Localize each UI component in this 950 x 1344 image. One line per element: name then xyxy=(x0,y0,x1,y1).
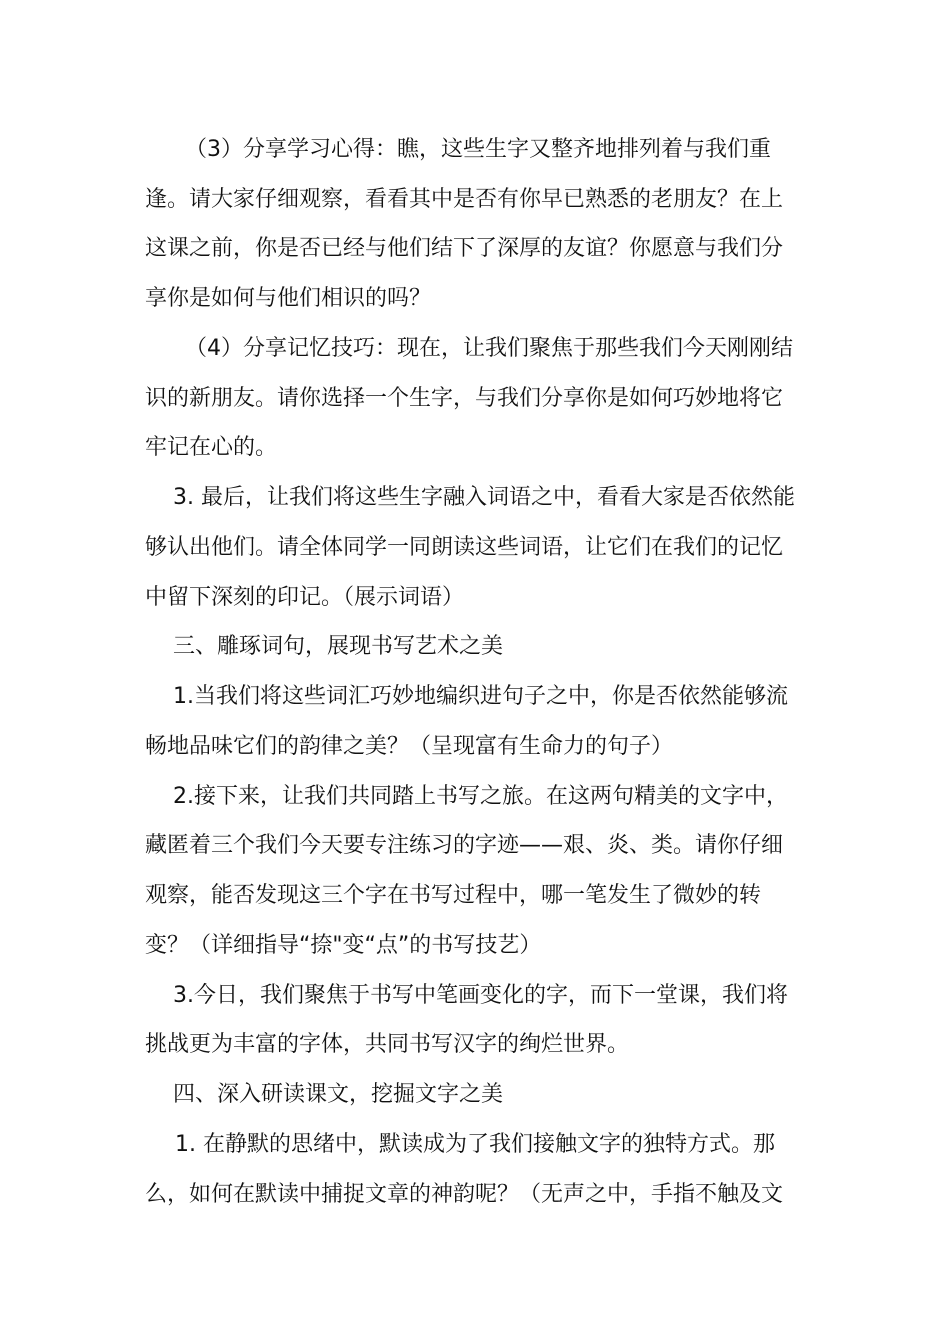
paragraph-4-line-2: 识的新朋友。请你选择一个生字，与我们分享你是如何巧妙地将它 xyxy=(145,386,784,411)
paragraph-4-line-3: 牢记在心的。 xyxy=(145,435,278,460)
paragraph-3-line-3: 这课之前，你是否已经与他们结下了深厚的友谊？你愿意与我们分 xyxy=(145,236,784,261)
section-3-item-2-line-1: 2.接下来，让我们共同踏上书写之旅。在这两句精美的文字中， xyxy=(173,784,788,809)
paragraph-4-line-1: （4）分享记忆技巧：现在，让我们聚焦于那些我们今天刚刚结 xyxy=(185,336,793,361)
section-3-item-1-line-2: 畅地品味它们的韵律之美？（呈现富有生命力的句子） xyxy=(145,734,674,759)
section-3-item-2-line-4: 变？（详细指导“捺"变“点”的书写技艺） xyxy=(145,933,542,958)
section-4-item-1-line-2: 么，如何在默读中捕捉文章的神韵呢？（无声之中，手指不触及文 xyxy=(145,1182,784,1207)
section-3-item-3-line-2: 挑战更为丰富的字体，共同书写汉字的绚烂世界。 xyxy=(145,1032,630,1057)
step-3-line-2: 够认出他们。请全体同学一同朗读这些词语，让它们在我们的记忆 xyxy=(145,535,784,560)
section-3-item-2-line-3: 观察，能否发现这三个字在书写过程中，哪一笔发生了微妙的转 xyxy=(145,883,762,908)
paragraph-3-line-2: 逢。请大家仔细观察，看看其中是否有你早已熟悉的老朋友？在上 xyxy=(145,187,784,212)
section-3-item-1-line-1: 1.当我们将这些词汇巧妙地编织进句子之中，你是否依然能够流 xyxy=(173,684,788,709)
section-3-heading: 三、雕琢词句，展现书写艺术之美 xyxy=(173,634,504,659)
section-4-item-1-line-1: 1. 在静默的思绪中，默读成为了我们接触文字的独特方式。那 xyxy=(175,1132,775,1157)
paragraph-3-line-1: （3）分享学习心得：瞧，这些生字又整齐地排列着与我们重 xyxy=(185,137,771,162)
section-3-item-3-line-1: 3.今日，我们聚焦于书写中笔画变化的字，而下一堂课，我们将 xyxy=(173,983,788,1008)
section-3-item-2-line-2: 藏匿着三个我们今天要专注练习的字迹——艰、炎、类。请你仔细 xyxy=(145,833,784,858)
step-3-line-3: 中留下深刻的印记。（展示词语） xyxy=(145,585,465,610)
section-4-heading: 四、深入研读课文，挖掘文字之美 xyxy=(173,1082,504,1107)
paragraph-3-line-4: 享你是如何与他们相识的吗？ xyxy=(145,286,432,311)
step-3-line-1: 3. 最后，让我们将这些生字融入词语之中，看看大家是否依然能 xyxy=(173,485,795,510)
